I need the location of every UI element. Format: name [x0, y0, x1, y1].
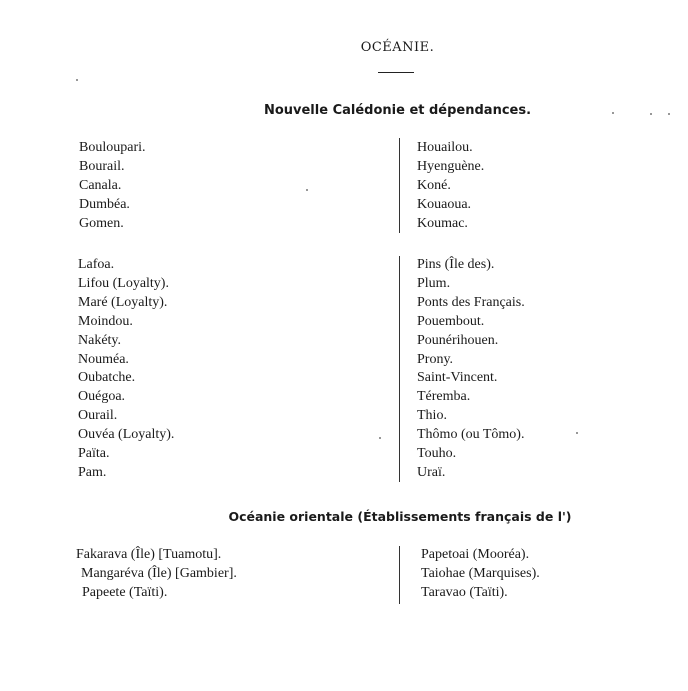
place-list-left: [78, 256, 174, 483]
place-name: Saint-Vincent.: [417, 370, 498, 386]
place-name: Plum.: [417, 275, 451, 291]
place-name: Pounérihouen.: [417, 332, 499, 348]
scan-speck: [76, 79, 78, 81]
place-name: Hyenguène.: [417, 159, 485, 174]
place-list-left: [79, 138, 146, 233]
place-name: Ouvéa (Loyalty).: [78, 427, 175, 443]
place-name: Lafoa.: [78, 257, 115, 272]
place-name: Prony.: [417, 351, 454, 367]
place-name: Lifou (Loyalty).: [78, 275, 169, 291]
place-name: Houailou.: [417, 140, 473, 155]
place-name: Canala.: [79, 178, 122, 193]
place-name: Ouégoa.: [78, 389, 126, 405]
column-divider: [399, 138, 400, 233]
scan-speck: [668, 113, 670, 115]
scan-speck: [379, 437, 381, 439]
place-name: Gomen.: [79, 216, 124, 231]
place-list-right: [417, 256, 525, 483]
place-name: Koumac.: [417, 216, 468, 231]
place-name: Ponts des Français.: [417, 294, 525, 310]
scan-speck: [650, 113, 652, 115]
place-name: Nouméa.: [78, 351, 129, 367]
scan-speck: [576, 432, 578, 434]
place-name: Bourail.: [79, 159, 125, 174]
place-list-right: [417, 138, 484, 233]
column-divider: [399, 256, 400, 482]
place-name: Ourail.: [78, 408, 118, 424]
place-name: Oubatche.: [78, 370, 136, 386]
place-name: Thômo (ou Tômo).: [417, 427, 525, 443]
place-name: Maré (Loyalty).: [78, 294, 168, 310]
title-rule: [378, 72, 414, 73]
place-name: Kouaoua.: [417, 197, 472, 212]
place-name: Pam.: [78, 464, 107, 480]
scan-speck: [612, 112, 614, 114]
place-name: Thio.: [417, 408, 447, 424]
place-name: Taravao (Taïti).: [421, 585, 508, 600]
place-name: Moindou.: [78, 313, 133, 329]
place-name: Uraï.: [417, 464, 446, 480]
place-name: Fakarava (Île) [Tuamotu].: [76, 547, 222, 562]
place-name: Touho.: [417, 446, 457, 462]
page-title: OCÉANIE.: [360, 40, 435, 55]
place-list-right: [421, 545, 540, 602]
place-name: Bouloupari.: [79, 140, 146, 155]
place-name: Païta.: [78, 446, 110, 462]
place-name: Nakéty.: [78, 332, 122, 348]
place-name: Mangaréva (Île) [Gambier].: [81, 566, 237, 581]
place-list-left: [76, 545, 237, 602]
place-name: Pins (Île des).: [417, 257, 495, 272]
place-name: Koné.: [417, 178, 451, 193]
place-name: Papetoai (Mooréa).: [421, 547, 530, 562]
place-name: Dumbéa.: [79, 197, 130, 212]
place-name: Papeete (Taïti).: [82, 585, 168, 600]
scan-speck: [306, 189, 308, 191]
place-name: Taiohae (Marquises).: [421, 566, 540, 581]
place-name: Pouembout.: [417, 313, 485, 329]
column-divider: [399, 546, 400, 604]
place-name: Téremba.: [417, 389, 471, 405]
section-heading-nouvelle-caledonie: Nouvelle Calédonie et dépendances.: [263, 103, 532, 118]
section-heading-oceanie-orientale: Océanie orientale (Établissements français de l'): [228, 509, 572, 524]
